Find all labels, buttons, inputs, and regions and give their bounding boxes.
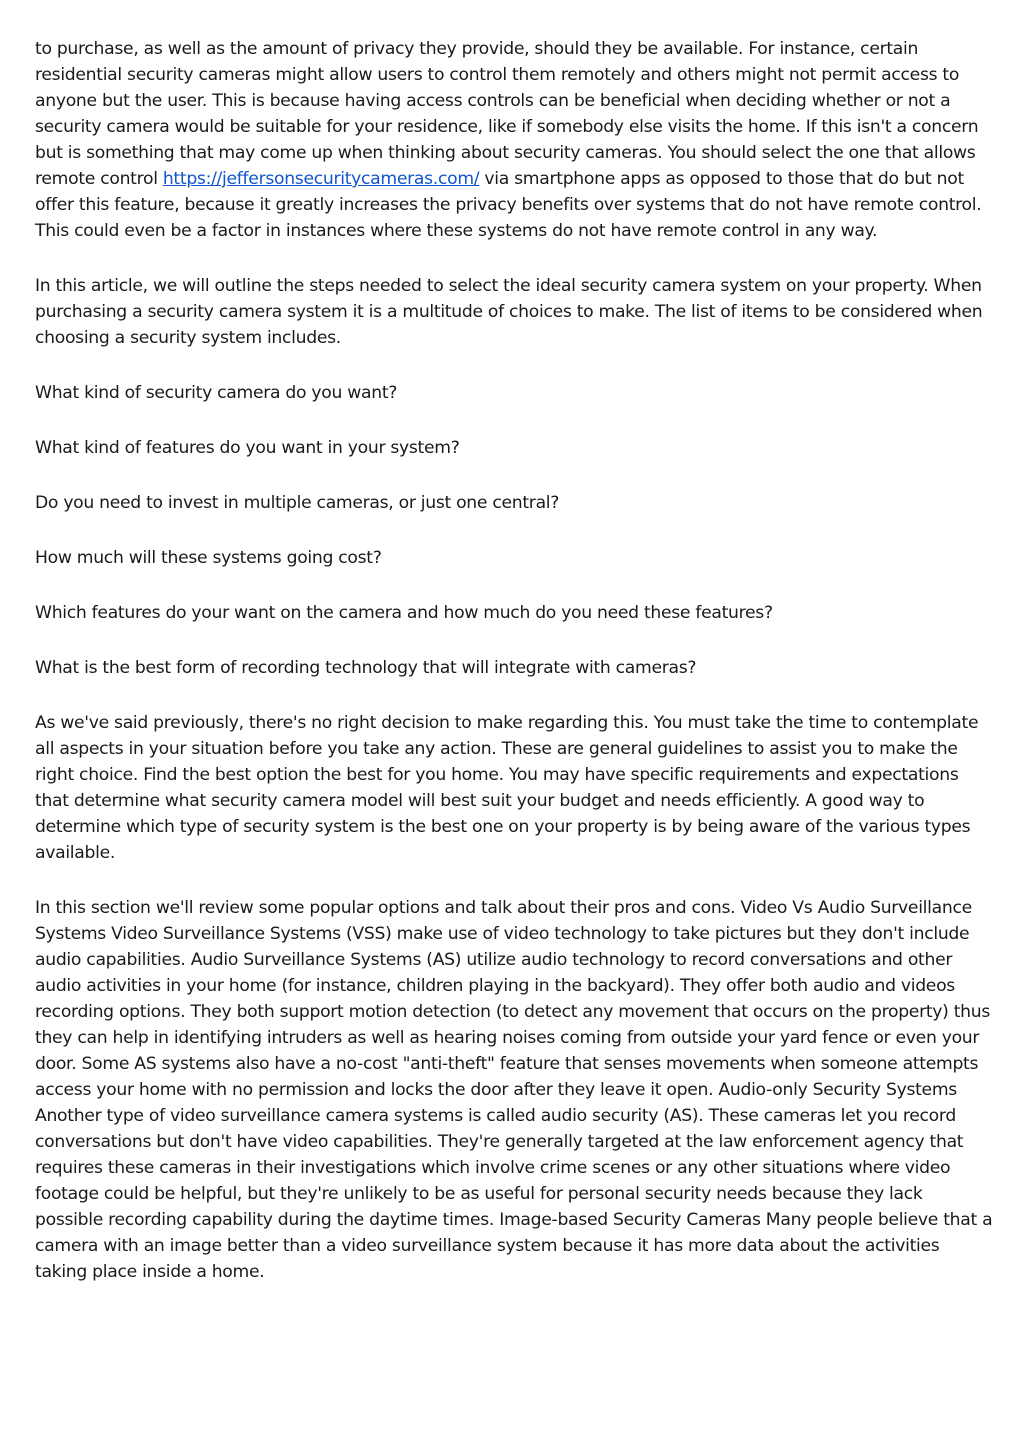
paragraph-guidelines: As we've said previously, there's no right decision to make regarding this. You must take the time to contemplate all aspects in your situation before you take any action. These are general guidelines to assist you to make the right choice. Find the best option the best for you home. You may have specific requirements and expectations that determine what security camera model will best suit your budget and needs efficiently. A good way to determine which type of security system is the best one on your property is by being aware of the various types available. [35,713,979,863]
question-camera-kind: What kind of security camera do you want? [35,383,398,403]
paragraph-privacy [35,36,995,244]
paragraph-intro: In this article, we will outline the steps needed to select the ideal security camera system on your property. When purchasing a security camera system it is a multitude of choices to make. The list of items to be considered when choosing a security system includes. [35,276,983,348]
question-features: What kind of features do you want in your system? [35,438,460,458]
question-recording-technology: What is the best form of recording technology that will integrate with cameras? [35,658,697,678]
question-multiple-cameras: Do you need to invest in multiple cameras, or just one central? [35,493,560,513]
question-camera-features: Which features do your want on the camera and how much do you need these features? [35,603,773,623]
paragraph-options: In this section we'll review some popular options and talk about their pros and cons. Video Vs Audio Surveillance Systems Video Surveillance Systems (VSS) make use of video technology to take pictures but they don't include audio capabilities. Audio Surveillance Systems (AS) utilize audio technology to record conversations and other audio activities in your home (for instance, children playing in the backyard). They offer both audio and videos recording options. They both support motion detection (to detect any movement that occurs on the property) thus they can help in identifying intruders as well as hearing noises coming from outside your yard fence or even your door. Some AS systems also have a no-cost "anti-theft" feature that senses movements when someone attempts access your home with no permission and locks the door after they leave it open. Audio-only Security Systems Another type of video surveillance camera systems is called audio security (AS). These cameras let you record conversations but don't have video capabilities. They're generally targeted at the law enforcement agency that requires these cameras in their investigations which involve crime scenes or any other situations where video footage could be helpful, but they're unlikely to be as useful for personal security needs because they lack possible recording capability during the daytime times. Image-based Security Cameras Many people believe that a camera with an image better than a video surveillance system because it has more data about the activities taking place inside a home. [35,898,993,1282]
question-cost: How much will these systems going cost? [35,548,382,568]
document-body [35,36,995,1314]
paragraph-text: via smartphone apps as opposed to those that do but not offer this feature, because it greatly increases the privacy benefits over systems that do not have remote control. This could even be a factor in instances where these systems do not have remote control in any way. [35,169,982,241]
paragraph-text: to purchase, as well as the amount of privacy they provide, should they be available. For instance, certain residential security cameras might allow users to control them remotely and others might not permit access to anyone but the user. This is because having access controls can be beneficial when deciding whether or not a security camera would be suitable for your residence, like if somebody else visits the home. If this isn't a concern but is something that may come up when thinking about security cameras. You should select the one that allows remote control [35,39,979,189]
jefferson-security-link[interactable]: https://jeffersonsecuritycameras.com/ [162,169,480,189]
